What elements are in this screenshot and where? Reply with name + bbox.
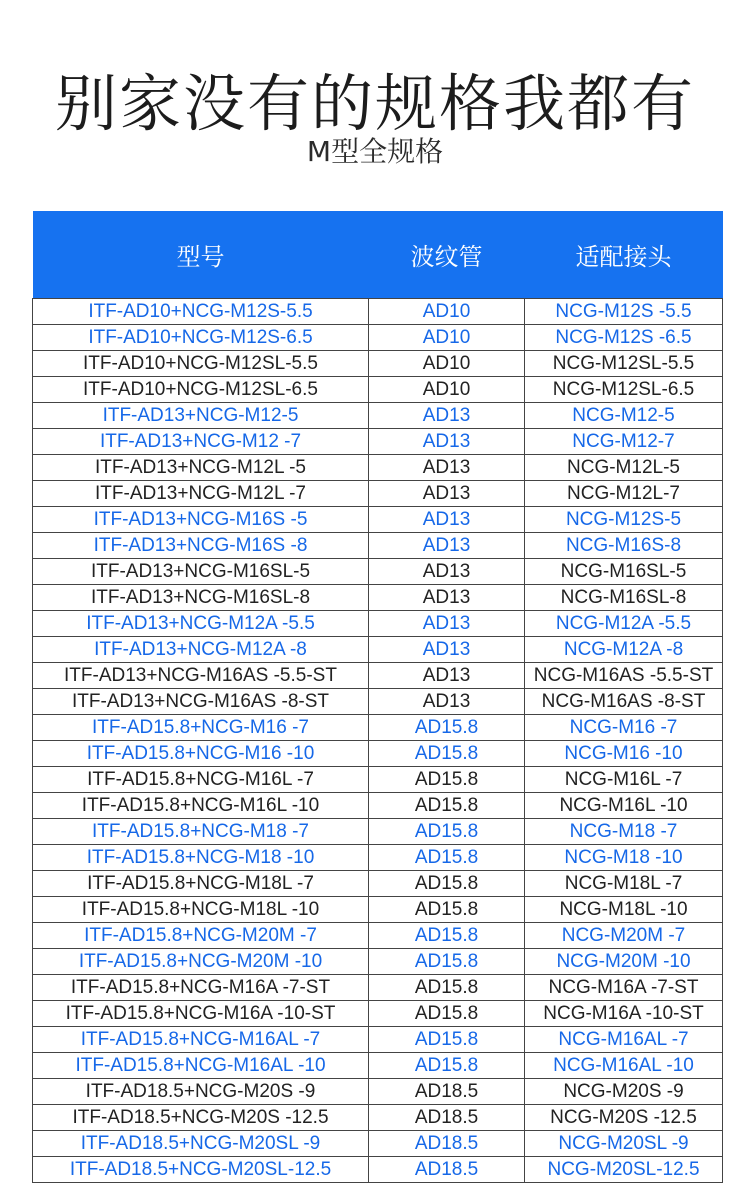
fitting-cell: NCG-M16A -10-ST <box>525 1001 723 1027</box>
fitting-cell: NCG-M16AS -8-ST <box>525 689 723 715</box>
table-row <box>33 611 723 637</box>
tube-cell: AD15.8 <box>369 923 525 949</box>
model-cell: ITF-AD15.8+NCG-M16L -10 <box>33 793 369 819</box>
model-cell: ITF-AD13+NCG-M12L -5 <box>33 455 369 481</box>
page-headline: 别家没有的规格我都有 <box>54 66 695 140</box>
fitting-cell: NCG-M16L -7 <box>525 767 723 793</box>
model-cell: ITF-AD13+NCG-M16AS -5.5-ST <box>33 663 369 689</box>
table-row <box>33 299 723 325</box>
table-row <box>33 793 723 819</box>
tube-cell: AD13 <box>369 611 525 637</box>
table-row <box>33 455 723 481</box>
table-row <box>33 637 723 663</box>
fitting-cell: NCG-M12SL-5.5 <box>525 351 723 377</box>
fitting-cell: NCG-M18L -10 <box>525 897 723 923</box>
tube-cell: AD18.5 <box>369 1131 525 1157</box>
spec-table <box>32 211 723 1183</box>
table-row <box>33 403 723 429</box>
model-cell: ITF-AD10+NCG-M12SL-5.5 <box>33 351 369 377</box>
model-cell: ITF-AD13+NCG-M16S -8 <box>33 533 369 559</box>
tube-cell: AD18.5 <box>369 1105 525 1131</box>
model-cell: ITF-AD18.5+NCG-M20S -9 <box>33 1079 369 1105</box>
fitting-cell: NCG-M16S-8 <box>525 533 723 559</box>
tube-cell: AD13 <box>369 559 525 585</box>
model-cell: ITF-AD15.8+NCG-M20M -10 <box>33 949 369 975</box>
fitting-cell: NCG-M16SL-8 <box>525 585 723 611</box>
fitting-cell: NCG-M12L-7 <box>525 481 723 507</box>
fitting-cell: NCG-M16AL -7 <box>525 1027 723 1053</box>
fitting-cell: NCG-M12-7 <box>525 429 723 455</box>
header-tube: 波纹管 <box>369 211 525 299</box>
table-row <box>33 481 723 507</box>
tube-cell: AD15.8 <box>369 819 525 845</box>
fitting-cell: NCG-M20SL -9 <box>525 1131 723 1157</box>
fitting-cell: NCG-M12S-5 <box>525 507 723 533</box>
tube-cell: AD13 <box>369 689 525 715</box>
fitting-cell: NCG-M18 -10 <box>525 845 723 871</box>
table-row <box>33 741 723 767</box>
tube-cell: AD13 <box>369 637 525 663</box>
spec-table-body <box>33 299 723 1183</box>
tube-cell: AD13 <box>369 663 525 689</box>
table-row <box>33 585 723 611</box>
tube-cell: AD13 <box>369 455 525 481</box>
table-row <box>33 351 723 377</box>
table-row <box>33 1001 723 1027</box>
tube-cell: AD15.8 <box>369 949 525 975</box>
tube-cell: AD15.8 <box>369 871 525 897</box>
tube-cell: AD13 <box>369 481 525 507</box>
spec-table-header <box>33 211 723 299</box>
fitting-cell: NCG-M20M -7 <box>525 923 723 949</box>
tube-cell: AD15.8 <box>369 975 525 1001</box>
table-row <box>33 429 723 455</box>
fitting-cell: NCG-M20M -10 <box>525 949 723 975</box>
tube-cell: AD15.8 <box>369 793 525 819</box>
model-cell: ITF-AD15.8+NCG-M16A -10-ST <box>33 1001 369 1027</box>
tube-cell: AD15.8 <box>369 1053 525 1079</box>
model-cell: ITF-AD13+NCG-M12 -7 <box>33 429 369 455</box>
table-row <box>33 819 723 845</box>
model-cell: ITF-AD13+NCG-M12A -5.5 <box>33 611 369 637</box>
model-cell: ITF-AD15.8+NCG-M16AL -7 <box>33 1027 369 1053</box>
model-cell: ITF-AD15.8+NCG-M16 -10 <box>33 741 369 767</box>
model-cell: ITF-AD13+NCG-M16SL-8 <box>33 585 369 611</box>
model-cell: ITF-AD15.8+NCG-M18L -10 <box>33 897 369 923</box>
table-row <box>33 689 723 715</box>
fitting-cell: NCG-M20S -9 <box>525 1079 723 1105</box>
table-row <box>33 533 723 559</box>
table-row <box>33 845 723 871</box>
tube-cell: AD13 <box>369 403 525 429</box>
table-row <box>33 325 723 351</box>
tube-cell: AD15.8 <box>369 1001 525 1027</box>
table-row <box>33 715 723 741</box>
model-cell: ITF-AD15.8+NCG-M16AL -10 <box>33 1053 369 1079</box>
fitting-cell: NCG-M12S -6.5 <box>525 325 723 351</box>
tube-cell: AD15.8 <box>369 767 525 793</box>
table-row <box>33 663 723 689</box>
table-row <box>33 871 723 897</box>
table-row <box>33 1131 723 1157</box>
tube-cell: AD13 <box>369 533 525 559</box>
tube-cell: AD15.8 <box>369 897 525 923</box>
header-model: 型号 <box>33 211 369 299</box>
table-row <box>33 897 723 923</box>
fitting-cell: NCG-M16A -7-ST <box>525 975 723 1001</box>
model-cell: ITF-AD13+NCG-M12-5 <box>33 403 369 429</box>
fitting-cell: NCG-M16 -7 <box>525 715 723 741</box>
model-cell: ITF-AD15.8+NCG-M16A -7-ST <box>33 975 369 1001</box>
table-row <box>33 767 723 793</box>
model-cell: ITF-AD10+NCG-M12SL-6.5 <box>33 377 369 403</box>
model-cell: ITF-AD18.5+NCG-M20SL-12.5 <box>33 1157 369 1183</box>
model-cell: ITF-AD15.8+NCG-M16L -7 <box>33 767 369 793</box>
fitting-cell: NCG-M16AS -5.5-ST <box>525 663 723 689</box>
tube-cell: AD15.8 <box>369 741 525 767</box>
tube-cell: AD15.8 <box>369 1027 525 1053</box>
fitting-cell: NCG-M12A -8 <box>525 637 723 663</box>
tube-cell: AD13 <box>369 429 525 455</box>
table-row <box>33 975 723 1001</box>
model-cell: ITF-AD13+NCG-M12A -8 <box>33 637 369 663</box>
table-row <box>33 1157 723 1183</box>
tube-cell: AD10 <box>369 351 525 377</box>
model-cell: ITF-AD15.8+NCG-M18L -7 <box>33 871 369 897</box>
model-cell: ITF-AD10+NCG-M12S-5.5 <box>33 299 369 325</box>
fitting-cell: NCG-M12L-5 <box>525 455 723 481</box>
fitting-cell: NCG-M12A -5.5 <box>525 611 723 637</box>
fitting-cell: NCG-M12S -5.5 <box>525 299 723 325</box>
fitting-cell: NCG-M18L -7 <box>525 871 723 897</box>
model-cell: ITF-AD15.8+NCG-M18 -7 <box>33 819 369 845</box>
fitting-cell: NCG-M16 -10 <box>525 741 723 767</box>
model-cell: ITF-AD13+NCG-M16S -5 <box>33 507 369 533</box>
tube-cell: AD10 <box>369 377 525 403</box>
fitting-cell: NCG-M12SL-6.5 <box>525 377 723 403</box>
table-row <box>33 923 723 949</box>
fitting-cell: NCG-M20SL-12.5 <box>525 1157 723 1183</box>
tube-cell: AD18.5 <box>369 1157 525 1183</box>
tube-cell: AD15.8 <box>369 715 525 741</box>
table-row <box>33 949 723 975</box>
table-row <box>33 1027 723 1053</box>
header-row <box>33 211 723 299</box>
fitting-cell: NCG-M16AL -10 <box>525 1053 723 1079</box>
tube-cell: AD15.8 <box>369 845 525 871</box>
tube-cell: AD18.5 <box>369 1079 525 1105</box>
header-fitting: 适配接头 <box>525 211 723 299</box>
model-cell: ITF-AD15.8+NCG-M16 -7 <box>33 715 369 741</box>
model-cell: ITF-AD13+NCG-M16AS -8-ST <box>33 689 369 715</box>
tube-cell: AD13 <box>369 585 525 611</box>
model-cell: ITF-AD15.8+NCG-M20M -7 <box>33 923 369 949</box>
table-row <box>33 1079 723 1105</box>
fitting-cell: NCG-M16L -10 <box>525 793 723 819</box>
model-cell: ITF-AD18.5+NCG-M20S -12.5 <box>33 1105 369 1131</box>
table-row <box>33 559 723 585</box>
model-cell: ITF-AD18.5+NCG-M20SL -9 <box>33 1131 369 1157</box>
fitting-cell: NCG-M12-5 <box>525 403 723 429</box>
table-row <box>33 1105 723 1131</box>
tube-cell: AD10 <box>369 325 525 351</box>
model-cell: ITF-AD13+NCG-M16SL-5 <box>33 559 369 585</box>
tube-cell: AD10 <box>369 299 525 325</box>
model-cell: ITF-AD10+NCG-M12S-6.5 <box>33 325 369 351</box>
model-cell: ITF-AD15.8+NCG-M18 -10 <box>33 845 369 871</box>
tube-cell: AD13 <box>369 507 525 533</box>
table-row <box>33 377 723 403</box>
fitting-cell: NCG-M16SL-5 <box>525 559 723 585</box>
model-cell: ITF-AD13+NCG-M12L -7 <box>33 481 369 507</box>
fitting-cell: NCG-M18 -7 <box>525 819 723 845</box>
table-row <box>33 1053 723 1079</box>
fitting-cell: NCG-M20S -12.5 <box>525 1105 723 1131</box>
table-row <box>33 507 723 533</box>
page-subtitle: M型全规格 <box>306 135 444 168</box>
